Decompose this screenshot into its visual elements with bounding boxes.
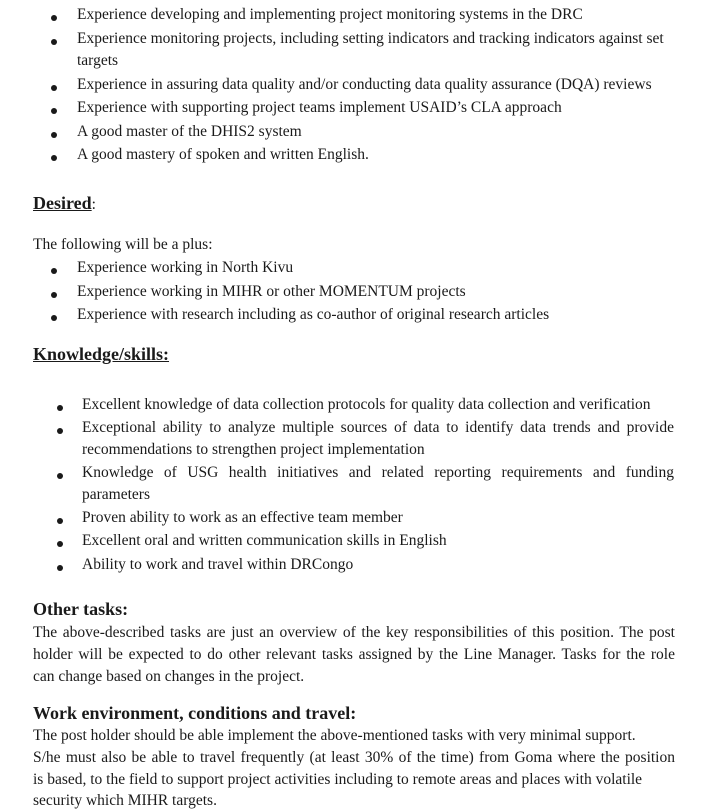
list-item: Experience working in North Kivu: [77, 259, 294, 276]
list-item: Experience developing and implementing project monitoring systems in the DRC: [77, 6, 583, 23]
bullet-icon: [57, 405, 63, 411]
list-item-continuation: parameters: [82, 486, 150, 503]
bullet-icon: [51, 108, 57, 114]
bullet-icon: [51, 132, 57, 138]
other-tasks-heading: Other tasks:: [33, 599, 129, 619]
paragraph-line: is based, to the field to support project activities including to remote areas and places with volatile: [33, 771, 643, 788]
desired-intro: The following will be a plus:: [33, 236, 213, 253]
list-item: Proven ability to work as an effective team member: [82, 509, 403, 526]
bullet-icon: [51, 15, 57, 21]
desired-heading-text: Desired: [33, 193, 92, 213]
bullet-icon: [51, 315, 57, 321]
list-item: A good mastery of spoken and written English.: [77, 146, 369, 163]
list-item-continuation: recommendations to strengthen project implementation: [82, 441, 425, 458]
desired-heading-colon: :: [91, 196, 96, 213]
list-item: Experience working in MIHR or other MOMENTUM projects: [77, 283, 466, 300]
list-item: Excellent knowledge of data collection protocols for quality data collection and verification: [82, 396, 651, 413]
list-item: Experience monitoring projects, including setting indicators and tracking indicators against set: [77, 30, 664, 47]
paragraph-line: S/he must also be able to travel frequently (at least 30% of the time) from Goma where the position: [33, 749, 675, 766]
paragraph-line: The above-described tasks are just an overview of the key responsibilities of this position. The post: [33, 624, 675, 641]
list-item: Exceptional ability to analyze multiple sources of data to identify data trends and provide: [82, 419, 674, 436]
knowledge-heading: Knowledge/skills:: [33, 344, 170, 364]
list-item: Experience in assuring data quality and/or conducting data quality assurance (DQA) reviews: [77, 76, 652, 93]
bullet-icon: [57, 565, 63, 571]
paragraph-line: security which MIHR targets.: [33, 792, 217, 809]
bullet-icon: [57, 518, 63, 524]
list-item: Excellent oral and written communication skills in English: [82, 532, 447, 549]
paragraph-line: The post holder should be able implement the above-mentioned tasks with very minimal support.: [33, 727, 636, 744]
bullet-icon: [51, 292, 57, 298]
bullet-icon: [57, 473, 63, 479]
list-item: Experience with research including as co-author of original research articles: [77, 306, 550, 323]
bullet-icon: [51, 155, 57, 161]
paragraph-line: can change based on changes in the project.: [33, 668, 305, 685]
list-item-continuation: targets: [77, 52, 119, 69]
bullet-icon: [51, 85, 57, 91]
work-environment-heading: Work environment, conditions and travel:: [33, 703, 357, 723]
bullet-icon: [57, 541, 63, 547]
paragraph-line: holder will be expected to do other relevant tasks assigned by the Line Manager. Tasks for the role: [33, 646, 675, 663]
list-item: Ability to work and travel within DRCongo: [82, 556, 354, 573]
list-item: A good master of the DHIS2 system: [77, 123, 302, 140]
list-item: Experience with supporting project teams implement USAID’s CLA approach: [77, 99, 562, 116]
bullet-icon: [51, 39, 57, 45]
bullet-icon: [51, 268, 57, 274]
desired-heading: [33, 193, 96, 214]
bullet-icon: [57, 428, 63, 434]
list-item: Knowledge of USG health initiatives and related reporting requirements and funding: [82, 464, 674, 481]
